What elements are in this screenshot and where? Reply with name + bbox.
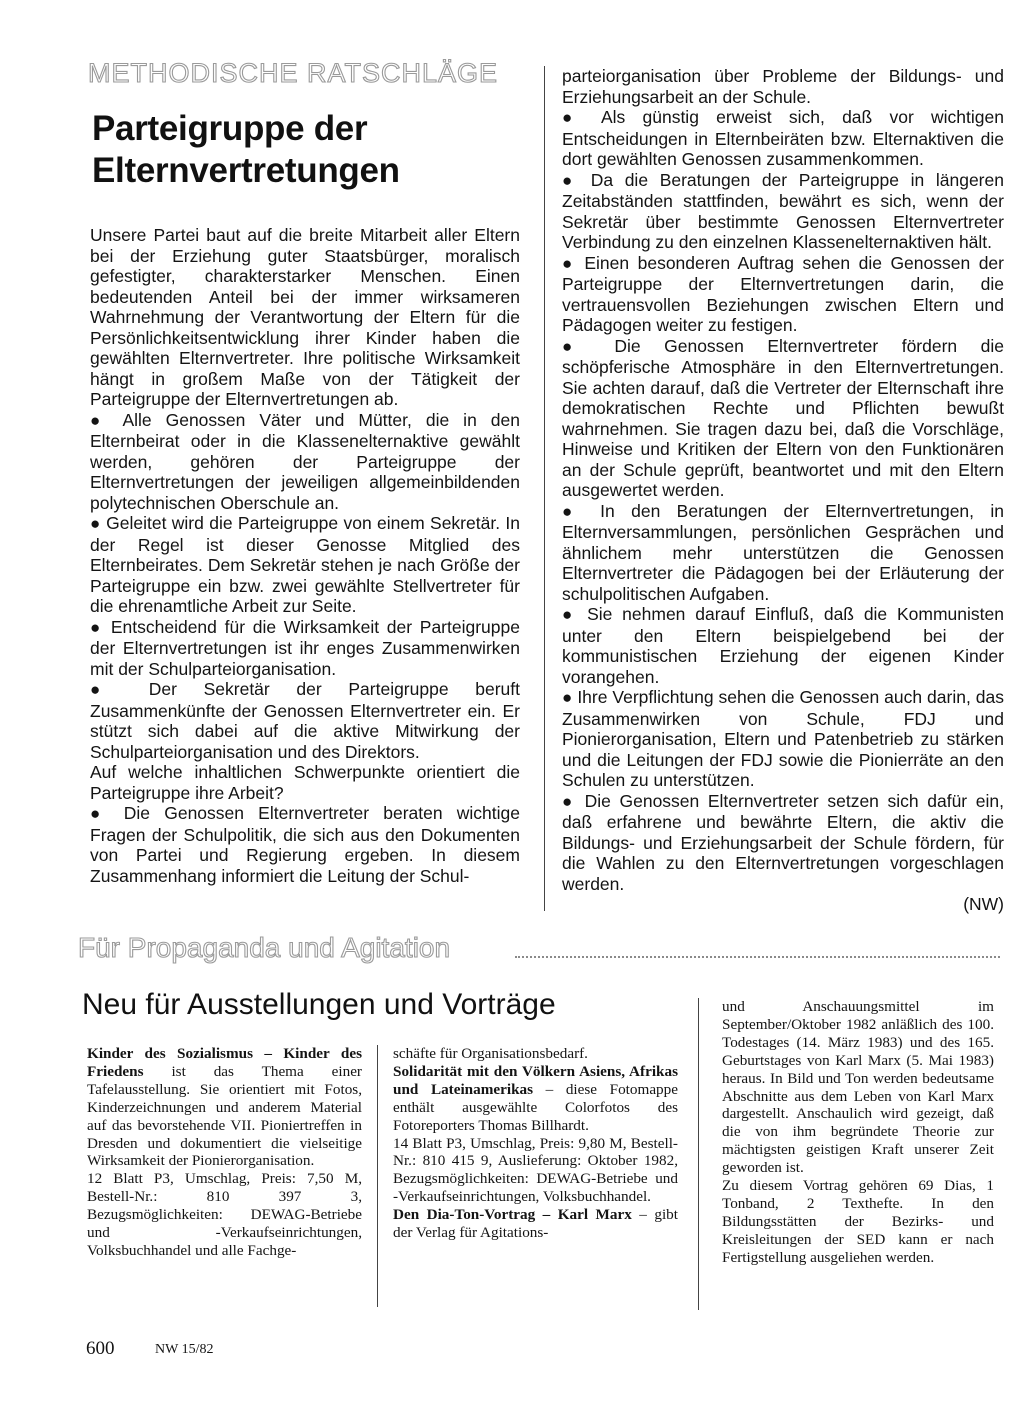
slide-talk-continuation: und Anschauungsmittel im September/Oktober 1982 anläßlich des 100. Todestages (14. März 1983) und des 165. Geburtstages von Karl Marx (5. Mai 1983) heraus. In Bild und Ton werden bedeutsame Abschnitte aus dem Leben von Karl Marx dargestellt. Anschaulich wird gezeigt, daß die von ihm begründete Theorie zur mächtigsten geistigen Kraft unserer Zeit geworden ist. — [722, 998, 994, 1177]
paragraph-text: Alle Genossen Väter und Mütter, die in den Elternbeirat oder in die Klassenelternaktive gewählt werden, gehören der Parteigruppe der Elternvertretungen der jeweiligen allgemeinbildenden polytechnischen Oberschule an. — [90, 409, 520, 513]
continuation-text: schäfte für Organisationsbedarf. — [393, 1045, 588, 1062]
bullet-paragraph — [562, 687, 1004, 791]
bullet-paragraph — [90, 679, 520, 762]
bottom-column-3 — [722, 998, 994, 1267]
bullet-paragraph — [562, 107, 1004, 170]
bottom-column-2 — [393, 1045, 678, 1242]
bullet-icon: ● — [562, 688, 573, 707]
issue-label: NW 15/82 — [155, 1342, 214, 1357]
paragraph-text: Der Sekretär der Parteigruppe beruft Zusammenkünfte der Genossen Elternvertreter ein. Er stützt sich dabei auf die aktive Mitwirkung der Schulparteiorganisation und des Direktors. — [90, 679, 520, 762]
bullet-icon: ● — [562, 253, 576, 273]
slide-talk-description — [393, 1206, 678, 1242]
bullet-icon: ● — [90, 514, 101, 533]
bullet-icon: ● — [90, 680, 123, 699]
headline-line-1: Parteigruppe der — [92, 109, 368, 148]
column-divider — [377, 1045, 378, 1307]
exhibition-title: Kinder des Sozialismus – Kinder des Friedens — [87, 1045, 362, 1080]
exhibition-description — [87, 1045, 362, 1170]
paragraph-text: Einen besonderen Auftrag sehen die Genossen der Parteigruppe der Elternvertretungen darin, die vertrauensvollen Beziehungen zwischen Eltern und Pädagogen weiter zu festigen. — [562, 252, 1004, 335]
bullet-paragraph — [562, 501, 1004, 605]
paragraph-text: Ihre Verpflichtung sehen die Genossen auch darin, das Zusammenwirken von Schule, FDJ und Pionierorganisation, Eltern und Patenbetrieb zu stärken und die Leitungen der FDJ sowie die Pionierräte an den Schulen zu unterstützen. — [562, 687, 1004, 790]
photo-folder-title: Solidarität mit den Völkern Asiens, Afrikas und Lateinamerikas — [393, 1062, 678, 1098]
paragraph-text: Da die Beratungen der Parteigruppe in längeren Zeitabständen stattfinden, bewährt es sich, wenn der Sekretär über bestimmte Genossen Elternvertreter Verbindung zu den einzelnen Klassenelternaktiven hält. — [562, 169, 1004, 252]
paragraph-text: Die Genossen Elternvertreter fördern die schöpferische Atmosphäre in den Elternvertretungen. Sie achten darauf, daß die Vertreter der Elternschaft ihre demokratischen Rechte und Pflichten bewußt wahrnehmen. Sie tragen dazu bei, daß die Vorschläge, Hinweise und Kritiken der Eltern von den Funktionären an der Schule geprüft, beantwortet und mit den Eltern ausgewertet werden. — [562, 335, 1004, 500]
bullet-paragraph — [90, 803, 520, 886]
paragraph-text: Geleitet wird die Parteigruppe von einem Sekretär. In der Regel ist dieser Genosse Mitglied des Elternbeirates. Dem Sekretär stehen je nach Größe der Parteigruppe ein bzw. zwei gewählte Stellvertreter für die ehrenamtliche Arbeit zur Seite. — [90, 513, 521, 616]
column-divider — [544, 66, 545, 911]
article-left-column — [90, 225, 520, 886]
headline-line-2: Elternvertretungen — [92, 151, 400, 190]
bullet-icon: ● — [562, 791, 577, 811]
photo-folder-details: 14 Blatt P3, Umschlag, Preis: 9,80 M, Bestell-Nr.: 810 415 9, Auslieferung: Oktober 1982, Bezugsmöglichkeiten: DEWAG-Betriebe und -Verkaufseinrichtungen, Volksbuchhandel. — [393, 1134, 678, 1206]
bottom-headline: Neu für Ausstellungen und Vorträge — [82, 988, 556, 1021]
bullet-icon: ● — [562, 501, 584, 521]
bullet-paragraph — [562, 253, 1004, 336]
author-signature: (NW) — [963, 894, 1004, 914]
article-headline — [92, 108, 400, 192]
slide-talk-title: Den Dia-Ton-Vortrag – Karl Marx — [393, 1206, 632, 1224]
paragraph-text: Sie nehmen darauf Einfluß, daß die Kommunisten unter den Eltern beispielgebend bei der kommunistischen Erziehung der eigenen Kinder vorangehen. — [562, 604, 1004, 687]
bullet-paragraph — [90, 513, 520, 617]
page-number: 600 — [86, 1338, 115, 1359]
exhibition-details: 12 Blatt P3, Umschlag, Preis: 7,50 M, Bestell-Nr.: 810 397 3, Bezugsmöglichkeiten: DEWAG-Betriebe und -Verkaufseinrichtungen, Volksbuchhandel und alle Fachge- — [87, 1170, 362, 1259]
slide-talk-text: – gibt der Verlag für Agitations- — [393, 1206, 678, 1242]
photo-folder-description — [393, 1063, 678, 1135]
section-kicker: METHODISCHE RATSCHLÄGE — [88, 58, 499, 88]
slide-talk-details: Zu diesem Vortrag gehören 69 Dias, 1 Tonband, 2 Texthefte. In den Bildungsstätten der Bezirks- und Kreisleitungen der SED kann er nach Fertigstellung ausgeliehen werden. — [722, 1177, 994, 1266]
bullet-paragraph — [90, 410, 520, 514]
column-divider — [698, 998, 699, 1310]
photo-folder-text: – diese Fotomappe enthält ausgewählte Colorfotos des Fotoreporters Thomas Billhardt. — [393, 1080, 678, 1134]
bullet-icon: ● — [562, 336, 591, 356]
bullet-paragraph — [562, 170, 1004, 253]
bullet-icon: ● — [90, 617, 104, 637]
paragraph-text: Als günstig erweist sich, daß vor wichtigen Entscheidungen in Elternbeiräten bzw. Elternaktiven die dort gewählten Genossen zusammenkommen. — [562, 107, 1004, 169]
bullet-icon: ● — [562, 605, 578, 624]
bullet-paragraph — [90, 617, 520, 680]
paragraph-text: In den Beratungen der Elternvertretungen, in Elternversammlungen, persönlichen Gesprächen und ähnlichem mehr unterstützen die Genossen Elternvertreter die Pädagogen bei der Erläuterung der schulpolitischen Aufgaben. — [562, 500, 1004, 604]
bullet-paragraph — [562, 336, 1004, 501]
article-right-column — [562, 66, 1004, 915]
intro-paragraph: Unsere Partei baut auf die breite Mitarbeit aller Eltern bei der Erziehung guter Staatsbürger, moralisch gefestigter, charakterstarker Menschen. Einen bedeutenden Anteil bei der immer wirksameren Wahrnehmung der Verantwortung der Eltern für die Persönlichkeitsentwicklung ihrer Kinder haben die gewählten Elternvertreter. Ihre politische Wirksamkeit hängt in großem Maße von der Tätigkeit der Parteigruppe der Elternvertretungen ab. — [90, 225, 520, 409]
bullet-icon: ● — [90, 804, 110, 823]
bullet-icon: ● — [562, 108, 585, 127]
bullet-paragraph — [562, 791, 1004, 895]
bullet-icon: ● — [90, 410, 110, 430]
bullet-paragraph — [562, 604, 1004, 687]
paragraph-text: Entscheidend für die Wirksamkeit der Parteigruppe der Elternvertretungen ist ihr enges Zusammenwirken mit der Schulparteiorganisation. — [90, 616, 520, 679]
question-paragraph: Auf welche inhaltlichen Schwerpunkte orientiert die Parteigruppe ihre Arbeit? — [90, 762, 520, 803]
paragraph-text: Die Genossen Elternvertreter beraten wichtige Fragen der Schulpolitik, die sich aus den Dokumenten von Partei und Regierung ergeben. In diesem Zusammenhang informiert die Leitung der Schul- — [90, 803, 520, 886]
bottom-column-1 — [87, 1045, 362, 1260]
bullet-icon: ● — [562, 170, 580, 190]
exhibition-text: ist das Thema einer Tafelausstellung. Sie orientiert mit Fotos, Kinderzeichnungen und anderem Material auf das bevorstehende VII. Pioniertreffen in Dresden und dokumentiert die vielseitige Wirksamkeit der Pionierorganisation. — [87, 1062, 362, 1170]
paragraph-text: Die Genossen Elternvertreter setzen sich dafür ein, daß erfahrene und bewährte Eltern, die aktiv die Bildungs- und Erziehungsarbeit der Schule fördern, für die Wahlen zu den Elternvertretungen vorgeschlagen werden. — [562, 790, 1004, 894]
continuation-paragraph: parteiorganisation über Probleme der Bildungs- und Erziehungsarbeit an der Schule. — [562, 66, 1004, 107]
section-band-rule — [515, 956, 1000, 958]
section-band-title: Für Propaganda und Agitation — [78, 932, 451, 963]
